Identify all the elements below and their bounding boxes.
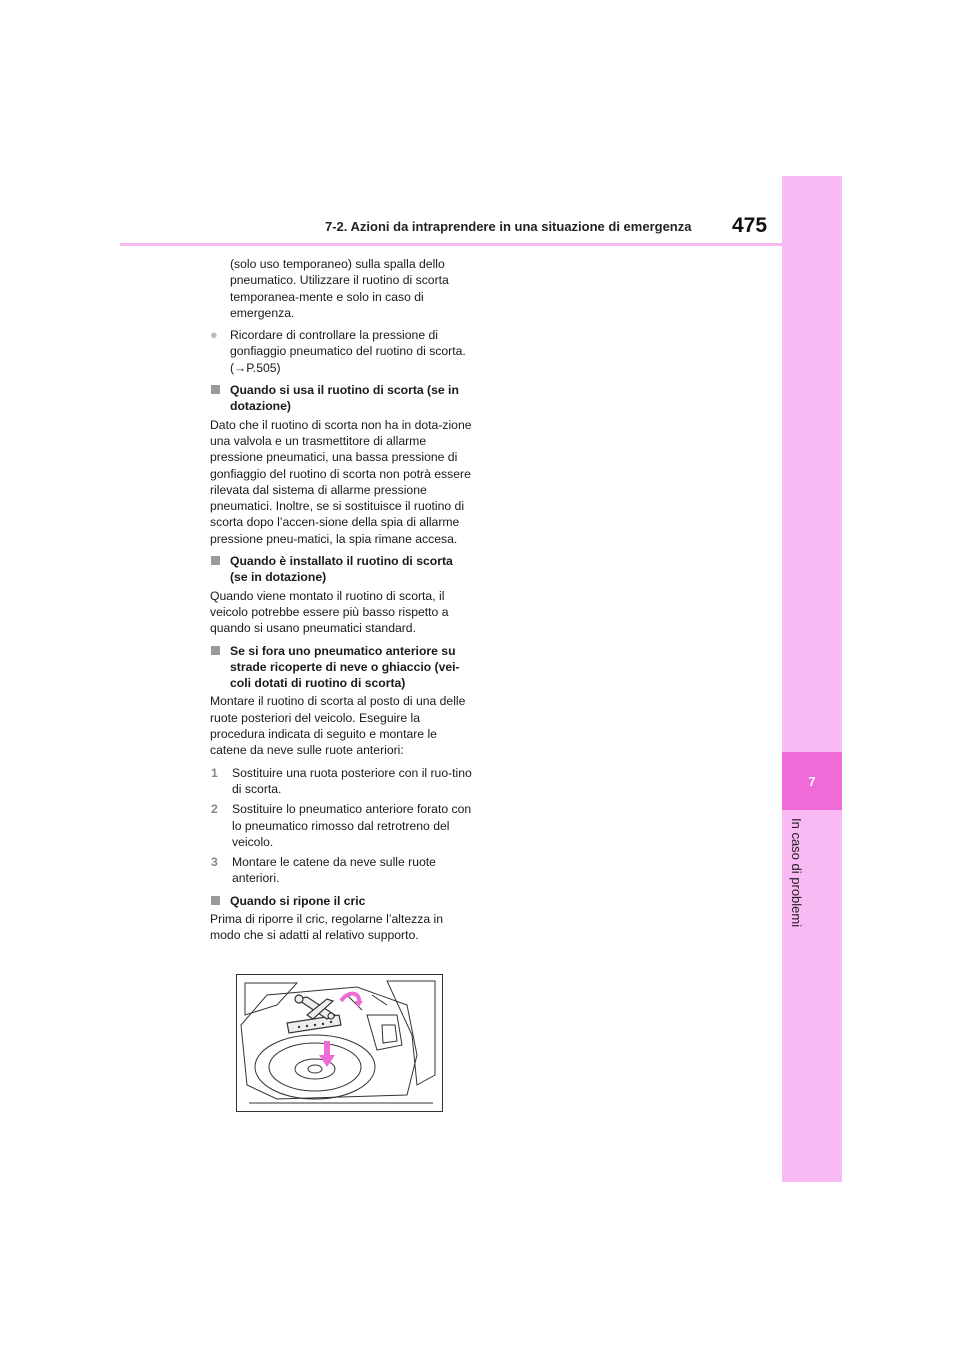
paragraph: Prima di riporre il cric, regolarne l’altezza in modo che si adatti al relativo supporto. [210,911,443,943]
section-heading [210,893,472,909]
chapter-number-tab [782,752,842,810]
square-marker-icon [211,385,220,394]
jack-storage-illustration-icon [237,975,442,1111]
paragraph: Quando viene montato il ruotino di scorta, il veicolo potrebbe essere più basso rispetto a quando si usano pneumatici standard. [210,588,449,636]
step-number: 1 [211,765,218,780]
section-heading [210,643,472,692]
chapter-side-tab [782,176,842,1182]
heading-text: Quando è installato il ruotino di scorta (se in dotazione) [230,554,453,585]
step-number: 3 [211,855,218,870]
bullet-dot-icon: ● [210,327,218,343]
paragraph: Dato che il ruotino di scorta non ha in dota-zione una valvola e un trasmettitore di allarme pressione pneumatici, una bassa pressione di gonfiaggio del ruotino di scorta non potrà essere rilevata dal sistema di allarme pressione pneumatici. Inoltre, se si sostituisce il ruotino di scorta dopo l’accen-sione della spia di allarme pressione pneu-matici, la spia rimane accesa. [210,417,472,546]
chapter-title-vertical [788,818,804,948]
bullet-item [210,327,472,376]
chapter-title: In caso di problemi [789,818,804,928]
heading-text: Quando si ripone il cric [230,893,366,908]
heading-text: Se si fora uno pneumatico anteriore su strade ricoperte di neve o ghiaccio (vei-coli dotati di ruotino di scorta) [230,643,460,691]
section-heading [210,553,472,586]
square-marker-icon [211,556,220,565]
step-text: Montare le catene da neve sulle ruote anteriori. [232,855,436,886]
main-text-column [210,256,472,950]
chapter-number: 7 [808,773,816,789]
heading-text: Quando si usa il ruotino di scorta (se in dotazione) [230,383,459,414]
paragraph: Montare il ruotino di scorta al posto di una delle ruote posteriori del veicolo. Eseguire la procedura indicata di seguito e montare le catene da neve sulle ruote anteriori: [210,694,466,758]
bullet-text: Ricordare di controllare la pressione di gonfiaggio pneumatico del ruotino di scorta. (→P.505) [230,328,466,375]
step-item [210,765,472,798]
section-heading [210,382,472,415]
square-marker-icon [211,646,220,655]
header-rule [120,243,782,246]
intro-paragraph: (solo uso temporaneo) sulla spalla dello pneumatico. Utilizzare il ruotino di scorta temporanea-mente e solo in caso di emergenza. [230,257,449,320]
square-marker-icon [211,896,220,905]
step-text: Sostituire una ruota posteriore con il ruo-tino di scorta. [232,765,472,796]
step-text: Sostituire lo pneumatico anteriore forato con lo pneumatico rimosso dal retrotreno del veicolo. [232,802,472,849]
step-item [210,801,472,850]
page-number: 475 [732,214,768,237]
section-title: 7-2. Azioni da intraprendere in una situazione di emergenza [325,219,692,234]
step-number: 2 [211,802,218,817]
jack-storage-figure [236,974,443,1112]
step-item [210,854,472,887]
